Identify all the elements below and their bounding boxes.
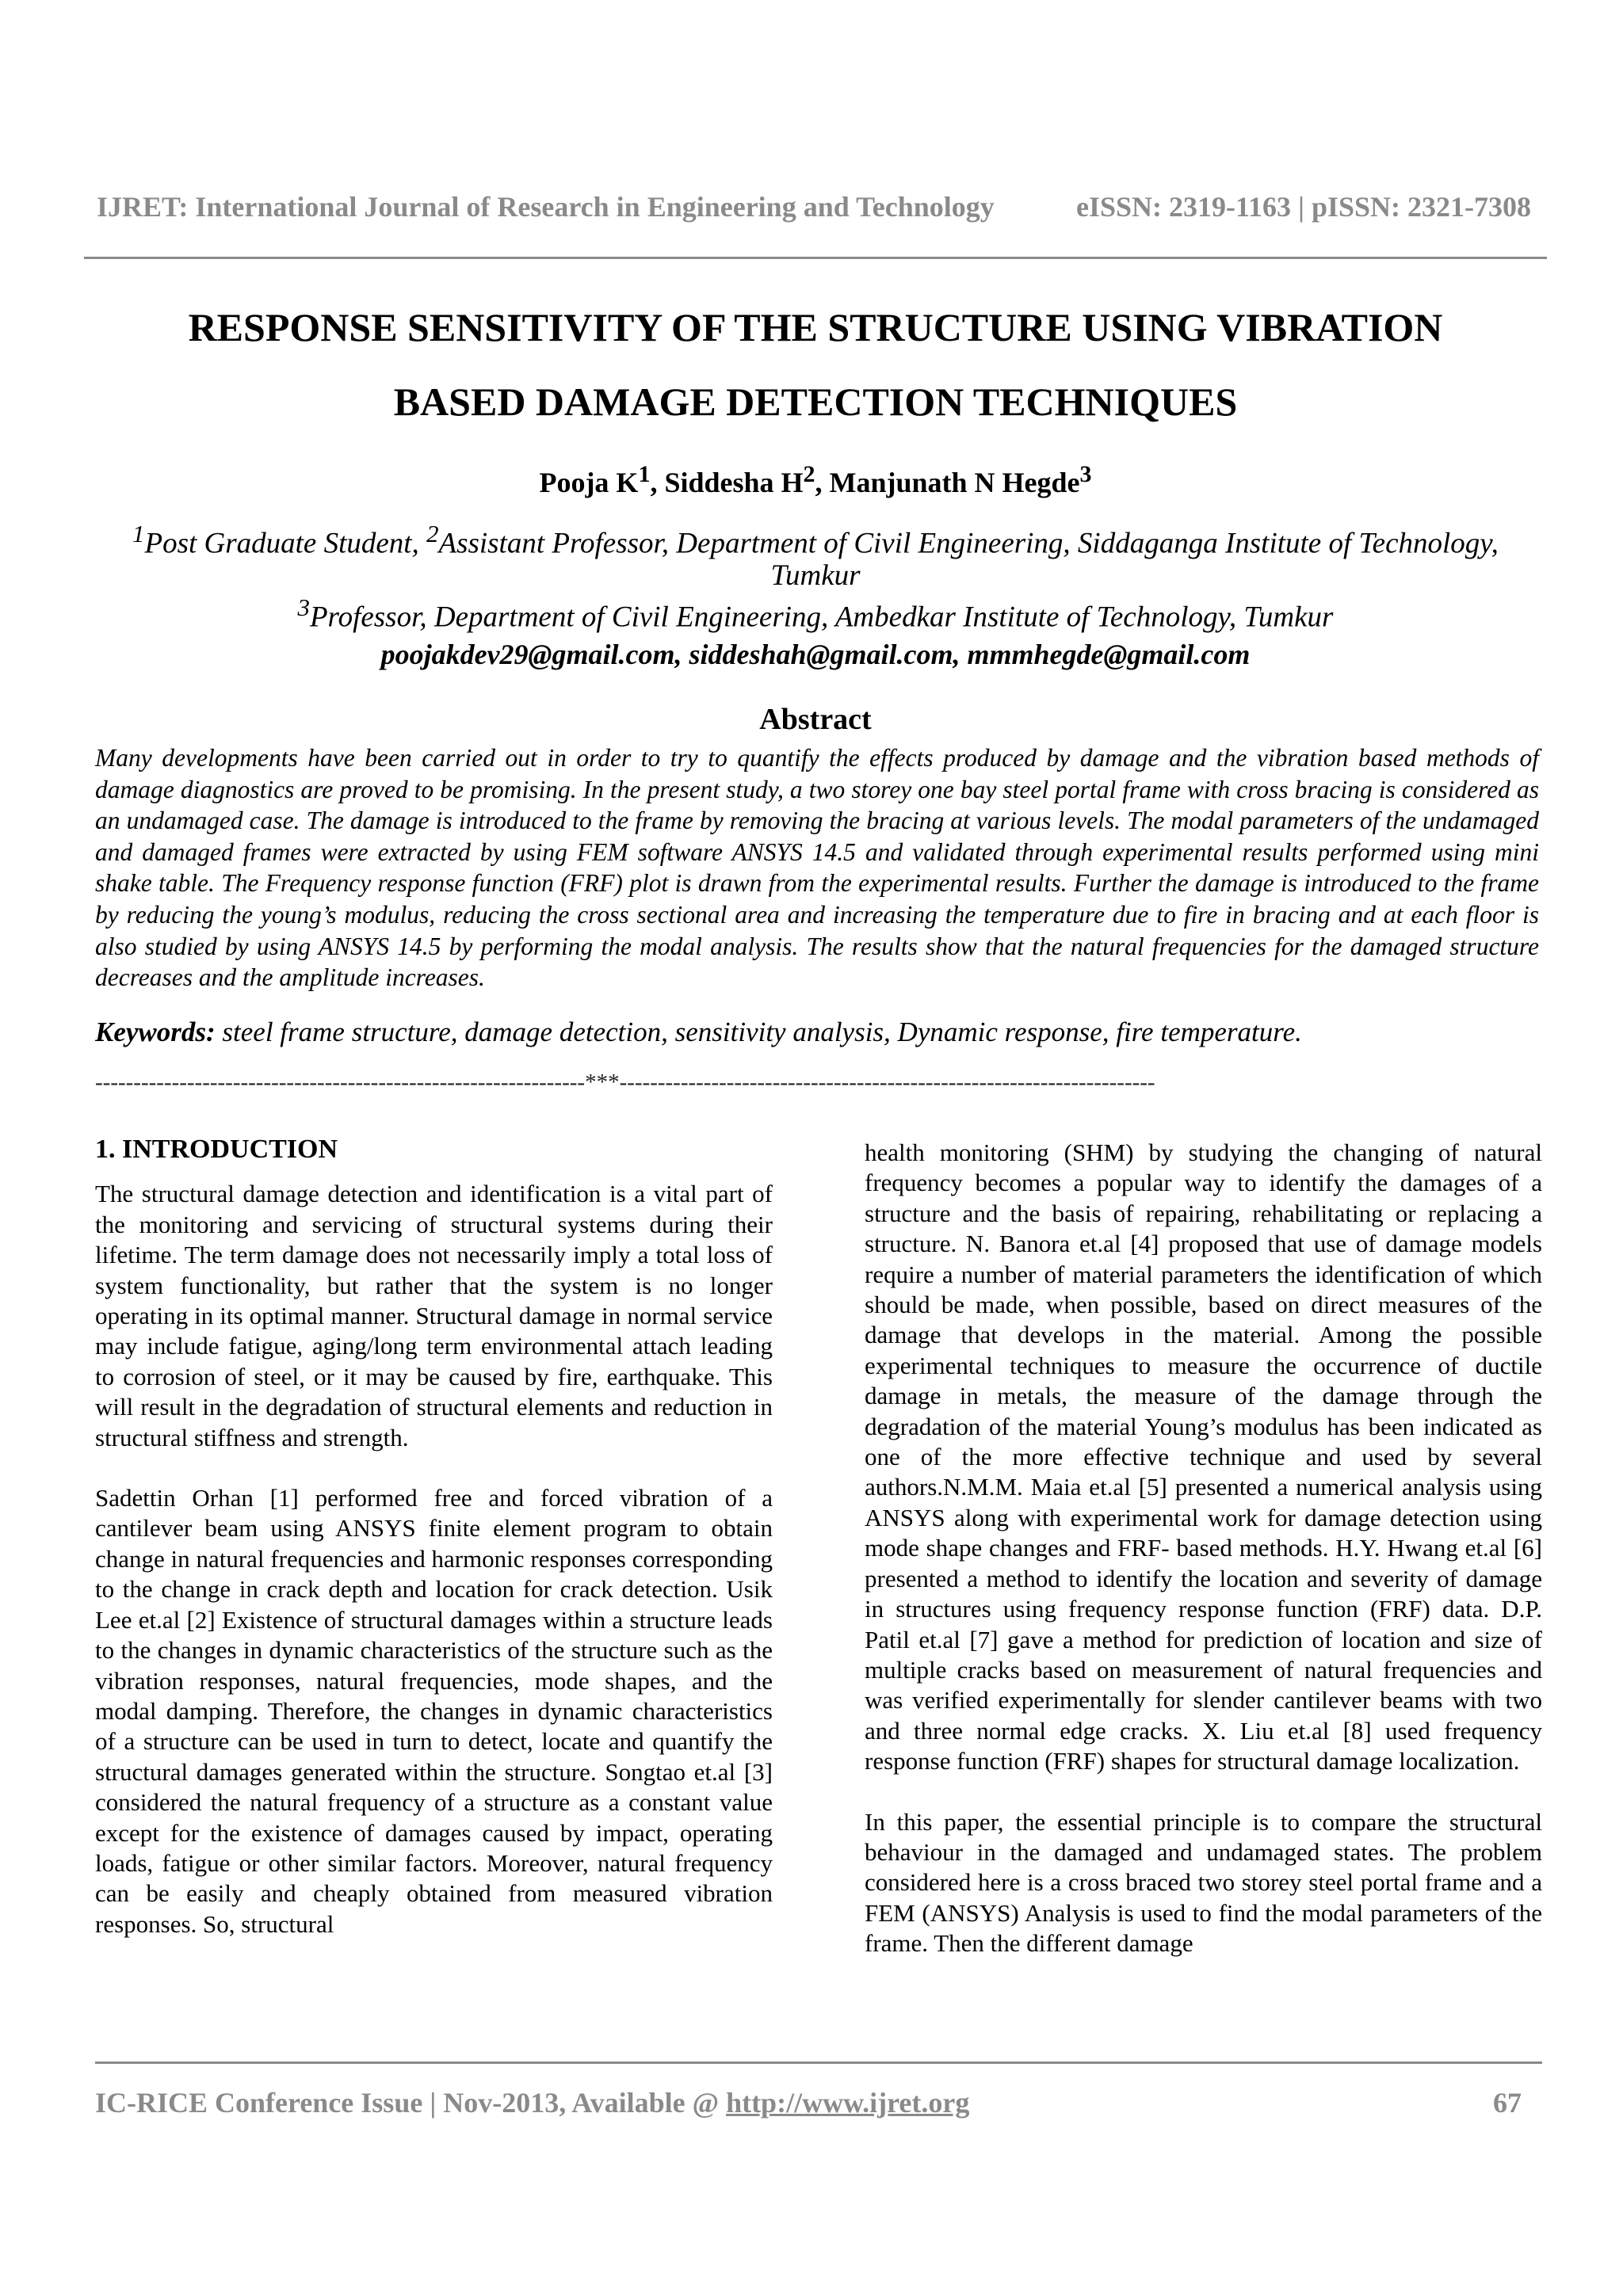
page-number: 67 [1493, 2087, 1522, 2119]
paragraph: The structural damage detection and identification is a vital part of the monitoring and servicing of structural systems during their lifetime. The term damage does not necessarily imply a total loss of system functionality, but rather that the system is no longer operating in its optimal manner. Structural damage in normal service may include fatigue, aging/long term environmental attach leading to corrosion of steel, or it may be caused by fire, earthquake. This will result in the degradation of structural elements and reduction in structural stiffness and strength. [95, 1180, 773, 1451]
author-name: Siddesha H [664, 467, 804, 498]
journal-link[interactable]: http://www.ijret.org [726, 2087, 970, 2119]
issn-info: eISSN: 2319-1163 | pISSN: 2321-7308 [1076, 191, 1531, 223]
header-divider [84, 257, 1547, 259]
affil-sup: 2 [426, 521, 439, 547]
author-name: Pooja K [539, 467, 639, 498]
author-sup: 1 [638, 461, 651, 487]
right-column [865, 1138, 1542, 1989]
section-separator: ----------------------------------------------------------------***---------------------------------------------------------------------- [95, 1070, 1155, 1095]
affil-sup: 1 [132, 521, 145, 547]
affiliation-line-2 [84, 592, 1547, 633]
left-column [95, 1135, 773, 1970]
affiliation-2: Assistant Professor, Department of Civil Engineering, Siddaganga Institute of Technology, Tumkur [438, 527, 1499, 593]
section-heading: 1. INTRODUCTION [95, 1135, 338, 1164]
author-sup: 2 [803, 461, 815, 487]
footer [95, 2086, 1522, 2119]
affiliation-1: Post Graduate Student, [144, 527, 427, 560]
author-emails: poojakdev29@gmail.com, siddeshah@gmail.com, mmmhegde@gmail.com [380, 639, 1251, 670]
keywords-label: Keywords: [95, 1016, 216, 1047]
affiliations [84, 518, 1547, 634]
paragraph: In this paper, the essential principle is to compare the structural behaviour in the damaged and undamaged states. The problem considered here is a cross braced two storey steel portal frame and a FEM (ANSYS) Analysis is used to find the modal parameters of the frame. Then the different damage [865, 1807, 1542, 1958]
affil-sup: 3 [297, 594, 310, 622]
paragraph: Sadettin Orhan [1] performed free and forced vibration of a cantilever beam using ANSYS finite element program to obtain change in natural frequencies and harmonic responses corresponding to the change in crack depth and location for crack detection. Usik Lee et.al [2] Existence of structural damages within a structure leads to the changes in dynamic characteristics of the structure such as the vibration responses, natural frequencies, mode shapes, and the modal damping. Therefore, the changes in dynamic characteristics of a structure can be used in turn to detect, locate and quantify the structural damages generated within the structure. Songtao et.al [3] considered the natural frequency of a structure as a constant value except for the existence of damages caused by impact, operating loads, fatigue or other similar factors. Moreover, natural frequency can be easily and cheaply obtained from measured vibration responses. So, structural [95, 1484, 773, 1938]
author-name: Manjunath N Hegde [829, 467, 1080, 498]
paper-title [84, 290, 1547, 439]
abstract-text: Many developments have been carried out in order to try to quantify the effects produced by damage and the vibration based methods of damage diagnostics are proved to be promising. In the present study, a two storey one bay steel portal frame with cross bracing is considered as an undamaged case. The damage is introduced to the frame by removing the bracing at various levels. The modal parameters of the undamaged and damaged frames were extracted by using FEM software ANSYS 14.5 and validated through experimental results performed using mini shake table. The Frequency response function (FRF) plot is drawn from the experimental results. Further the damage is introduced to the frame by reducing the young’s modulus, reducing the cross sectional area and increasing the temperature due to fire in bracing and at each floor is also studied by using ANSYS 14.5 by performing the modal analysis. The results show that the natural frequencies for the damaged structure decreases and the amplitude increases. [95, 744, 1539, 992]
journal-name: IJRET: International Journal of Research in Engineering and Technology [97, 191, 995, 223]
keywords-text: steel frame structure, damage detection, sensitivity analysis, Dynamic response, fire temperature. [215, 1016, 1302, 1047]
affiliation-3: Professor, Department of Civil Engineering, Ambedkar Institute of Technology, Tumkur [309, 601, 1334, 634]
author-sup: 3 [1079, 461, 1092, 487]
keywords [95, 1016, 1539, 1048]
affiliation-line-1 [84, 518, 1547, 592]
paragraph: health monitoring (SHM) by studying the changing of natural frequency becomes a popular way to identify the damages of a structure and the basis of repairing, rehabilitating or replacing a structure. N. Banora et.al [4] proposed that use of damage models require a number of material parameters the identification of which should be made, when possible, based on direct measures of the damage that develops in the material. Among the possible experimental techniques to measure the occurrence of ductile damage in metals, the measure of the damage through the degradation of the material Young’s modulus has been indicated as one of the more effective technique and used by several authors.N.M.M. Maia et.al [5] presented a numerical analysis using ANSYS along with experimental work for damage detection using mode shape changes and FRF- based methods. H.Y. Hwang et.al [6] presented a method to identify the location and severity of damage in structures using frequency response function (FRF) data. D.P. Patil et.al [7] gave a method for prediction of location and size of multiple cracks based on measurement of natural frequencies and was verified experimentally for slender cantilever beams with two and three normal edge cracks. X. Liu et.al [8] used frequency response function (FRF) shapes for structural damage localization. [865, 1138, 1542, 1775]
footer-text: IC-RICE Conference Issue | Nov-2013, Available @ [95, 2087, 727, 2119]
abstract-heading: Abstract [759, 703, 872, 736]
footer-divider [95, 2061, 1542, 2064]
title-line-1: RESPONSE SENSITIVITY OF THE STRUCTURE USING VIBRATION [188, 305, 1443, 349]
author-list: Pooja $K^1$, Siddesha $H^2$, Manjunath N Hegde$^3$ [539, 461, 1092, 498]
title-line-2: BASED DAMAGE DETECTION TECHNIQUES [393, 379, 1238, 424]
